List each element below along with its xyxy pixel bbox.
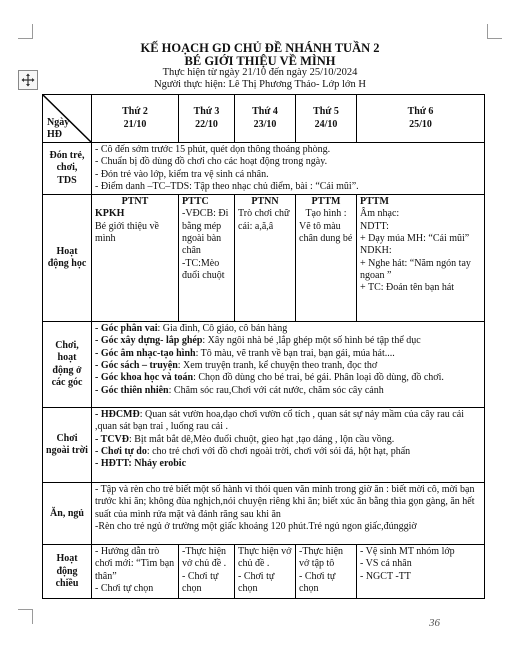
welcome-content (92, 143, 485, 195)
corner-item: - Góc âm nhạc-tạo hình: Tô màu, vẽ tranh về bạn trai, bạn gái, múa hát.... (95, 347, 395, 359)
corner-item: - Góc thiên nhiên: Chăm sóc rau,Chơi với cát nước, chăm sóc cây cảnh (95, 384, 384, 396)
day-header: Thứ 4 23/10 (235, 95, 296, 143)
row-label-corners: Chơi, hoạt động ở các góc (43, 322, 92, 408)
welcome-line: - Cô đến sớm trước 15 phút, quét dọn thông thoáng phòng. (95, 144, 331, 155)
document-theme: BÉ GIỚI THIỆU VỀ MÌNH (184, 54, 336, 68)
welcome-line: - Chuẩn bị đồ dùng đồ chơi cho các hoạt động trong ngày. (95, 156, 328, 168)
corner-item: - Góc sách – truyện: Xem truyện tranh, kể chuyện theo tranh, đọc thơ (95, 360, 378, 372)
meal-line: -Rèn cho trẻ ngủ ở trường một giấc khoảng 120 phút.Trẻ ngủ ngon giấc,đúnggiờ (95, 521, 417, 533)
day-header: Thứ 2 21/10 (92, 95, 179, 143)
corner-item: - Góc khoa học và toán: Chọn đồ dùng cho bé trai, bé gái. Phân loại đồ dùng, đồ chơi. (95, 372, 444, 384)
outdoor-item: - HĐTT: Nhảy erobic (95, 458, 187, 470)
meal-line: - Tập và rèn cho trẻ biết một số hành vi thói quen văn minh trong giờ ăn : biết mời cô, mời bạn trước khi ăn; không đùa nghịch,nói chuyện riêng khi ăn; biết xúc ăn bằng thìa gọn gàng, ăn hết suất của mình rửa mặt và đánh răng sau khi ăn (95, 484, 475, 520)
learning-cell-thu: PTTM Tạo hình : Vẽ tô màu chân dung bé (296, 195, 357, 322)
outdoor-content (92, 408, 485, 483)
corners-row (43, 322, 485, 408)
margin-corner-mark (18, 609, 33, 624)
meal-row (43, 483, 485, 545)
weekly-plan-table (42, 94, 485, 599)
welcome-line: - Điểm danh –TC–TDS: Tập theo nhạc chủ điểm, bài : “Cái mũi”. (95, 180, 359, 192)
row-label-afternoon: Hoạt động chiều (43, 545, 92, 599)
corner-header-cell (43, 95, 92, 143)
page-number: 36 (429, 617, 440, 629)
corner-label-activity: HĐ (47, 128, 62, 140)
welcome-row (43, 143, 485, 195)
header-row (43, 95, 485, 143)
row-label-welcome: Đón trẻ, chơi, TDS (43, 143, 92, 195)
day-header: Thứ 5 24/10 (296, 95, 357, 143)
margin-corner-mark (487, 24, 502, 39)
row-label-outdoor: Chơi ngoài trời (43, 408, 92, 483)
afternoon-cell-fri: - Vệ sinh MT nhóm lớp - VS cá nhân - NGCT -TT (357, 545, 485, 599)
learning-cell-mon: PTNT KPKH Bé giới thiệu về mình (92, 195, 179, 322)
document-title: KẾ HOẠCH GD CHỦ ĐỀ NHÁNH TUẦN 2 (140, 41, 380, 55)
row-label-meal: Ăn, ngủ (43, 483, 92, 545)
learning-cell-fri: PTTM Âm nhạc: NDTT: + Dạy múa MH: “Cái mũi” NDKH: + Nghe hát: “Năm ngón tay ngoan ” + TC: Đoán tên bạn hát (357, 195, 485, 322)
row-label-learning: Hoạt động học (43, 195, 92, 322)
afternoon-cell-mon: - Hướng dẫn trò chơi mới: “Tìm bạn thân” - Chơi tự chọn (92, 545, 179, 599)
day-header: Thứ 6 25/10 (357, 95, 485, 143)
learning-cell-tue: PTTC -VĐCB: Đi bằng mép ngoài bàn chân -TC:Mèo đuổi chuột (179, 195, 235, 322)
author-line: Người thực hiện: Lê Thị Phương Thảo- Lớp lớn H (154, 79, 366, 90)
meal-content (92, 483, 485, 545)
afternoon-cell-wed: Thực hiện vở chủ đề . - Chơi tự chọn (235, 545, 296, 599)
learning-row (43, 195, 485, 322)
learning-cell-wed: PTNN Trò chơi chữ cái: a,ă,â (235, 195, 296, 322)
afternoon-cell-thu: -Thực hiện vở tập tô - Chơi tự chọn (296, 545, 357, 599)
afternoon-cell-tue: -Thực hiện vở chủ đề . - Chơi tự chọn (179, 545, 235, 599)
welcome-line: - Đón trẻ vào lớp, kiểm tra vệ sinh cá nhân. (95, 168, 269, 180)
outdoor-row (43, 408, 485, 483)
corner-item: - Góc phân vai: Gia đình, Cô giáo, cô bán hàng (95, 323, 288, 335)
date-range: Thực hiện từ ngày 21/10 đến ngày 25/10/2024 (162, 67, 358, 78)
outdoor-item: - TCVĐ: Bịt mắt bắt dê,Mèo đuổi chuột, gieo hạt ,tạo dáng , lộn cầu vồng. (95, 433, 395, 445)
margin-corner-mark (18, 24, 33, 39)
outdoor-item: - HĐCMĐ: Quan sát vườn hoa,dạo chơi vườn cổ tích , quan sát sự nảy mầm của cây rau cải ,quan sát bạn trai , luống rau cải . (95, 409, 464, 433)
corner-item: - Góc xây dựng- lắp ghép: Xây ngôi nhà bé ,lắp ghép một số hình bé tập thể dục (95, 335, 421, 347)
afternoon-row (43, 545, 485, 599)
day-header: Thứ 3 22/10 (179, 95, 235, 143)
corners-content (92, 322, 485, 408)
corner-label-day: Ngày (47, 117, 70, 128)
outdoor-item: - Chơi tự do: cho trẻ chơi với đồ chơi ngoài trời, chơi với sỏi đá, hột hạt, phấn (95, 446, 411, 458)
